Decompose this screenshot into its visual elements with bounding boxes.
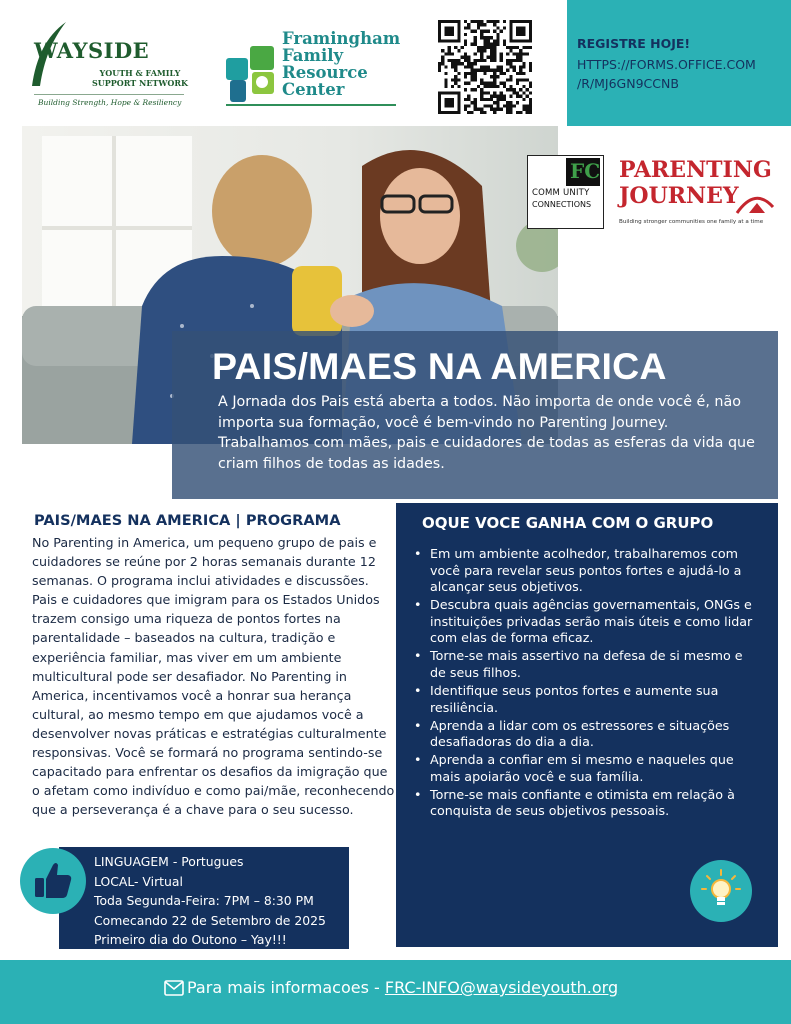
parenting-journey-logo — [617, 155, 782, 235]
community-connections-line-2: CONNECTIONS — [532, 200, 592, 209]
list-item: • Em um ambiente acolhedor, trabalharemos com você para revelar seus pontos fortes e ajudá-lo a alcançar seus objetivos. — [414, 546, 760, 596]
frc-line-1: Framingham — [282, 29, 401, 48]
lightbulb-badge — [690, 860, 752, 922]
thumbs-up-badge — [20, 848, 86, 914]
list-item: • Aprenda a confiar em si mesmo e naqueles que mais apoiarão você e sua família. — [414, 752, 760, 785]
benefits-panel — [396, 503, 778, 947]
benefits-list — [414, 546, 760, 821]
lightbulb-icon — [690, 860, 752, 922]
details-start-date: Comecando 22 de Setembro de 2025 — [94, 912, 326, 928]
hero-title: PAIS/MAES NA AMERICA — [212, 345, 667, 387]
wayside-logo — [28, 18, 188, 110]
family-tree-icon — [226, 44, 278, 104]
footer-bar — [0, 960, 791, 1024]
details-note: Primeiro dia do Outono – Yay!!! — [94, 932, 287, 947]
wayside-subtitle — [92, 68, 188, 88]
wayside-name: WAYSIDE — [34, 38, 150, 63]
register-url-line-1[interactable]: HTTPS://FORMS.OFFICE.COM — [577, 57, 756, 72]
list-item: • Torne-se mais assertivo na defesa de si mesmo e de seus filhos. — [414, 648, 760, 681]
register-link[interactable] — [577, 55, 791, 93]
register-url-line-2[interactable]: /R/MJ6GN9CCNB — [577, 76, 679, 91]
footer-email-link[interactable]: FRC-INFO@waysideyouth.org — [384, 978, 619, 997]
community-connections-fc: FC — [570, 159, 601, 183]
list-item: • Aprenda a lidar com os estressores e situações desafiadoras do dia a dia. — [414, 718, 760, 751]
register-panel — [567, 0, 791, 126]
parenting-journey-line-1: PARENTING — [619, 157, 772, 183]
details-location: LOCAL- Virtual — [94, 873, 183, 889]
qr-code-icon — [438, 20, 532, 114]
frc-line-2: Family — [282, 46, 344, 65]
program-body: No Parenting in America, um pequeno grupo de pais e cuidadores se reúne por 2 horas semanais durante 12 semanas. O programa inclui atividades e discussões. Pais e cuidadores que imigram para os Estados Unidos trazem consigo uma riqueza de pontos fortes na parentalidade – baseados na cultura, tradição e experiência familiar, mas viver em um ambiente multicultural pode ser desafiador. No Parenting in America, incentivamos você a honrar sua herança cultural, ao mesmo tempo em que ajudamos você a desenvolver novas práticas e estratégias culturalmente responsivas. Você se formará no programa sentindo-se capacitado para enfrentar os desafios da imigração que o afetam como indivíduo e como pai/mãe, reconhecendo que a perseverança é a chave para o seu sucesso. — [32, 535, 395, 818]
details-schedule: Toda Segunda-Feira: 7PM – 8:30 PM — [94, 893, 314, 908]
mail-icon — [164, 980, 184, 996]
wayside-divider — [34, 94, 184, 95]
footer-contact — [164, 978, 618, 997]
program-section — [32, 512, 396, 818]
benefits-title: OQUE VOCE GANHA COM O GRUPO — [422, 514, 714, 532]
footer-label: Para mais informacoes - — [187, 978, 385, 997]
parenting-journey-line-2: JOURNEY — [619, 183, 739, 209]
parenting-journey-tagline: Building stronger communities one family at a time — [619, 219, 764, 225]
wayside-subtitle-1: YOUTH & FAMILY — [99, 68, 181, 78]
program-title: PAIS/MAES NA AMERICA | PROGRAMA — [34, 512, 341, 529]
wayside-subtitle-2: SUPPORT NETWORK — [92, 78, 188, 88]
qr-code[interactable] — [438, 20, 532, 114]
details-language: LINGUAGEM - Portugues — [94, 854, 244, 869]
house-swoosh-icon — [735, 187, 775, 217]
frc-logo — [226, 24, 401, 109]
list-item: • Torne-se mais confiante e otimista em relação à conquista de seus objetivos pessoais. — [414, 787, 760, 820]
thumbs-up-icon — [20, 848, 86, 914]
list-item: • Descubra quais agências governamentais, ONGs e instituições privadas serão mais úteis e como lidar com elas de forma eficaz. — [414, 597, 760, 647]
frc-line-4: Center — [282, 80, 345, 99]
list-item: • Identifique seus pontos fortes e aumente sua resiliência. — [414, 683, 760, 716]
register-title: REGISTRE HOJE! — [577, 36, 691, 51]
frc-divider — [226, 104, 396, 106]
hero-body: A Jornada dos Pais está aberta a todos. Não importa de onde você é, não importa sua formação, você é bem-vindo no Parenting Journey. Trabalhamos com mães, pais e cuidadores de todas as esferas da vida que criam filhos de todas as idades. — [218, 394, 755, 472]
frc-line-3: Resource — [282, 63, 368, 82]
details-box — [59, 847, 349, 949]
wayside-tagline: Building Strength, Hope & Resiliency — [38, 98, 182, 107]
community-connections-logo — [527, 155, 604, 229]
community-connections-line-1: COMM UNITY — [532, 188, 590, 198]
frc-name — [282, 30, 400, 98]
hero-banner — [172, 331, 778, 499]
